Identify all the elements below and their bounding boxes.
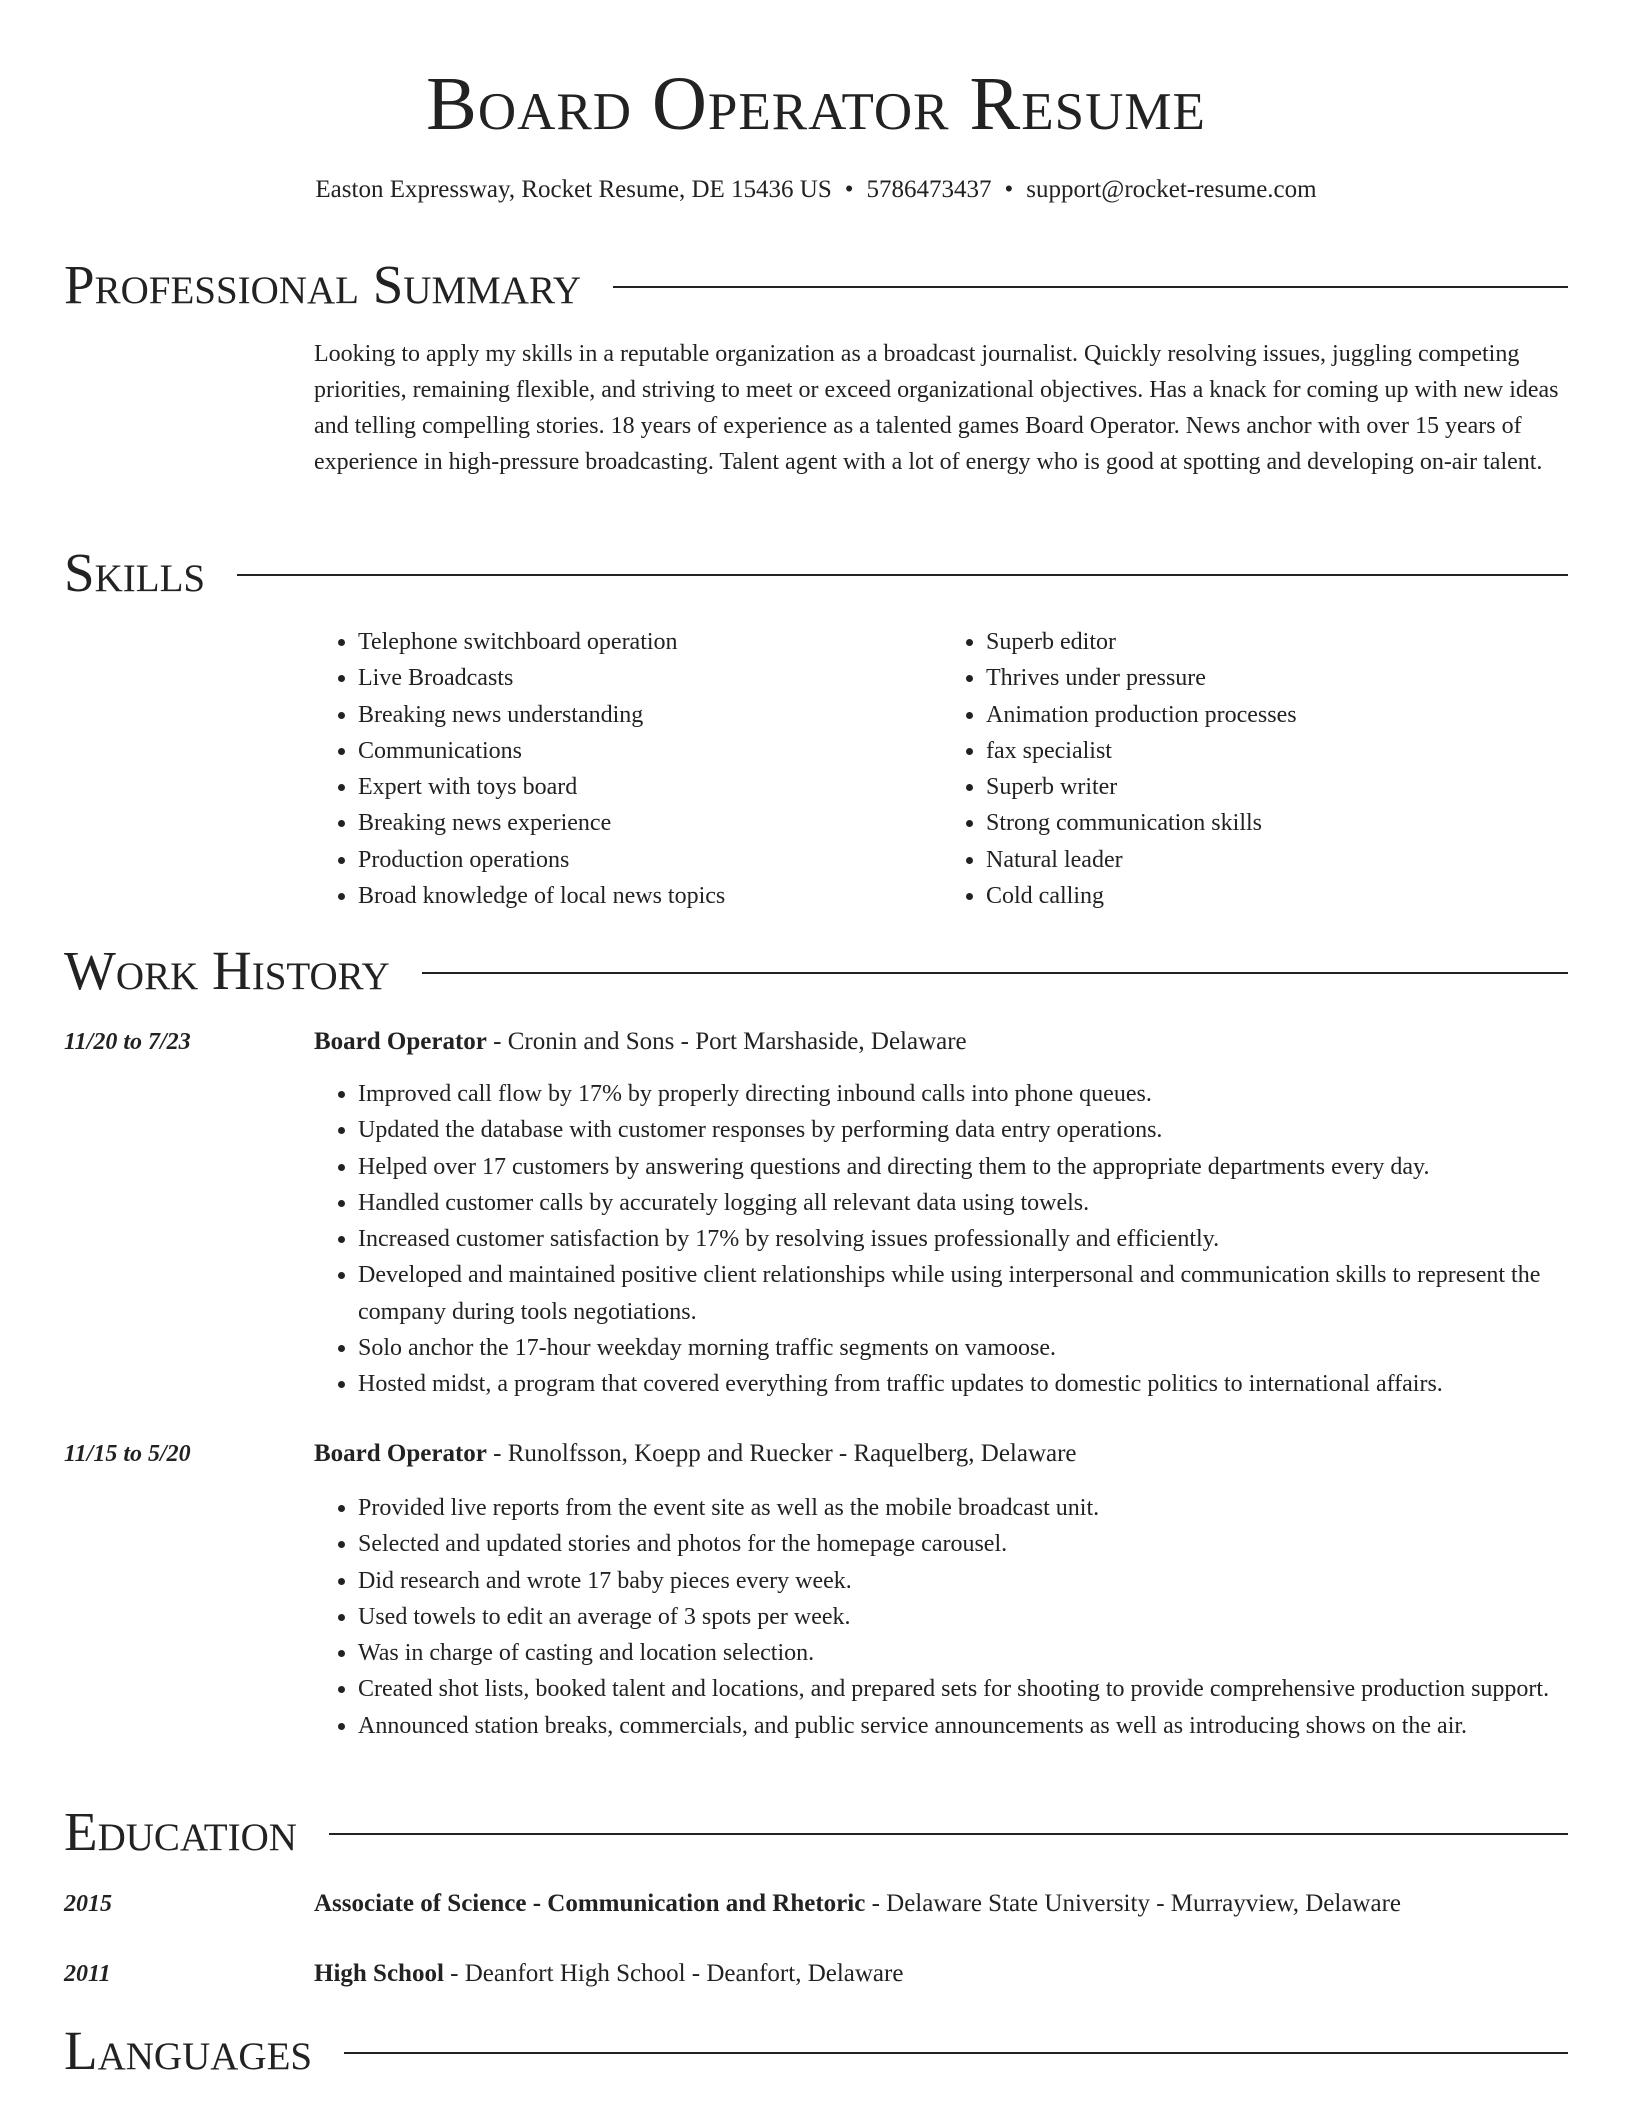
job-bullet: • Did research and wrote 17 baby pieces every week.: [358, 1563, 1570, 1599]
job-title: Board Operator: [314, 1028, 487, 1055]
education-degree: Associate of Science - Communication and Rhetoric: [314, 1890, 866, 1917]
job-bullet: • Selected and updated stories and photos for the homepage carousel.: [358, 1526, 1570, 1562]
skill-item: • Natural leader: [986, 842, 1570, 878]
job-heading: [314, 1024, 967, 1060]
education-degree: High School: [314, 1960, 444, 1987]
skill-item: • fax specialist: [986, 733, 1570, 769]
section-header-education: [64, 1801, 1568, 1863]
section-title: Work History: [64, 940, 390, 1001]
job-bullet: • Updated the database with customer responses by performing data entry operations.: [358, 1112, 1570, 1148]
job-dates: 11/15 to 5/20: [64, 1441, 191, 1467]
skill-item: • Strong communication skills: [986, 805, 1570, 841]
contact-separator: •: [844, 176, 854, 203]
job-bullet: • Solo anchor the 17-hour weekday morning traffic segments on vamoose.: [358, 1330, 1570, 1366]
education-details: - Deanfort High School - Deanfort, Delaware: [443, 1960, 904, 1987]
skills-list: [314, 624, 1570, 914]
contact-address: Easton Expressway, Rocket Resume, DE 15436 US: [315, 176, 832, 203]
skill-item: • Animation production processes: [986, 697, 1570, 733]
job-bullet: • Was in charge of casting and location selection.: [358, 1635, 1570, 1671]
job-bullet: • Provided live reports from the event site as well as the mobile broadcast unit.: [358, 1490, 1570, 1526]
skill-item: • Breaking news experience: [358, 805, 942, 841]
section-header-languages: [64, 2020, 1568, 2082]
skill-item: • Production operations: [358, 842, 942, 878]
job-heading: [314, 1436, 1077, 1472]
contact-phone: 5786473437: [866, 176, 992, 203]
skill-item: • Cold calling: [986, 878, 1570, 914]
section-title: Professional Summary: [64, 254, 582, 315]
job-details: - Runolfsson, Koepp and Ruecker - Raquelberg, Delaware: [486, 1440, 1077, 1467]
education-details: - Delaware State University - Murrayview, Delaware: [865, 1890, 1401, 1917]
skill-item: • Expert with toys board: [358, 769, 942, 805]
contact-separator: •: [1004, 176, 1014, 203]
section-title: Education: [64, 1801, 297, 1862]
resume-title: Board Operator Resume: [426, 62, 1206, 146]
job-bullets: [314, 1490, 1570, 1744]
skill-item: • Telephone switchboard operation: [358, 624, 942, 660]
education-heading: [314, 1886, 1401, 1922]
section-divider: [422, 972, 1568, 974]
job-title: Board Operator: [314, 1440, 487, 1467]
skill-item: • Thrives under pressure: [986, 660, 1570, 696]
job-bullets: [314, 1076, 1570, 1403]
section-header-work: [64, 940, 1568, 1002]
section-header-summary: [64, 254, 1568, 316]
section-title: Languages: [64, 2020, 313, 2081]
section-divider: [237, 574, 1568, 576]
job-bullet: • Announced station breaks, commercials, and public service announcements as well as introducing shows on the air.: [358, 1708, 1570, 1744]
skill-item: • Superb writer: [986, 769, 1570, 805]
skill-item: • Live Broadcasts: [358, 660, 942, 696]
job-bullet: • Created shot lists, booked talent and locations, and prepared sets for shooting to provide comprehensive production support.: [358, 1671, 1570, 1707]
job-dates: 11/20 to 7/23: [64, 1029, 191, 1055]
section-divider: [613, 286, 1568, 288]
skill-item: • Communications: [358, 733, 942, 769]
skill-item: • Superb editor: [986, 624, 1570, 660]
section-header-skills: [64, 542, 1568, 604]
job-bullet: • Increased customer satisfaction by 17% by resolving issues professionally and efficiently.: [358, 1221, 1570, 1257]
skills-column-right: [942, 624, 1570, 914]
section-divider: [344, 2052, 1568, 2054]
education-heading: [314, 1956, 903, 1992]
job-bullet: • Hosted midst, a program that covered everything from traffic updates to domestic politics to international affairs.: [358, 1366, 1570, 1402]
job-details: - Cronin and Sons - Port Marshaside, Delaware: [486, 1028, 967, 1055]
contact-email: support@rocket-resume.com: [1026, 176, 1317, 203]
summary-text: Looking to apply my skills in a reputable organization as a broadcast journalist. Quickly resolving issues, juggling competing priorities, remaining flexible, and striving to meet or exceed organizational objectives. Has a knack for coming up with new ideas and telling compelling stories. 18 years of experience as a talented games Board Operator. News anchor with over 15 years of experience in high-pressure broadcasting. Talent agent with a lot of energy who is good at spotting and developing on-air talent.: [314, 341, 1559, 475]
job-bullet: • Developed and maintained positive client relationships while using interpersonal and communication skills to represent the company during tools negotiations.: [358, 1257, 1570, 1330]
skill-item: • Broad knowledge of local news topics: [358, 878, 942, 914]
education-year: 2015: [64, 1891, 112, 1917]
section-title: Skills: [64, 542, 206, 603]
section-divider: [329, 1833, 1568, 1835]
skills-column-left: [314, 624, 942, 914]
education-year: 2011: [64, 1961, 111, 1987]
contact-line: [0, 174, 1632, 206]
job-bullet: • Used towels to edit an average of 3 spots per week.: [358, 1599, 1570, 1635]
job-bullet: • Handled customer calls by accurately logging all relevant data using towels.: [358, 1185, 1570, 1221]
job-bullet: • Improved call flow by 17% by properly directing inbound calls into phone queues.: [358, 1076, 1570, 1112]
skill-item: • Breaking news understanding: [358, 697, 942, 733]
job-bullet: • Helped over 17 customers by answering questions and directing them to the appropriate departments every day.: [358, 1149, 1570, 1185]
